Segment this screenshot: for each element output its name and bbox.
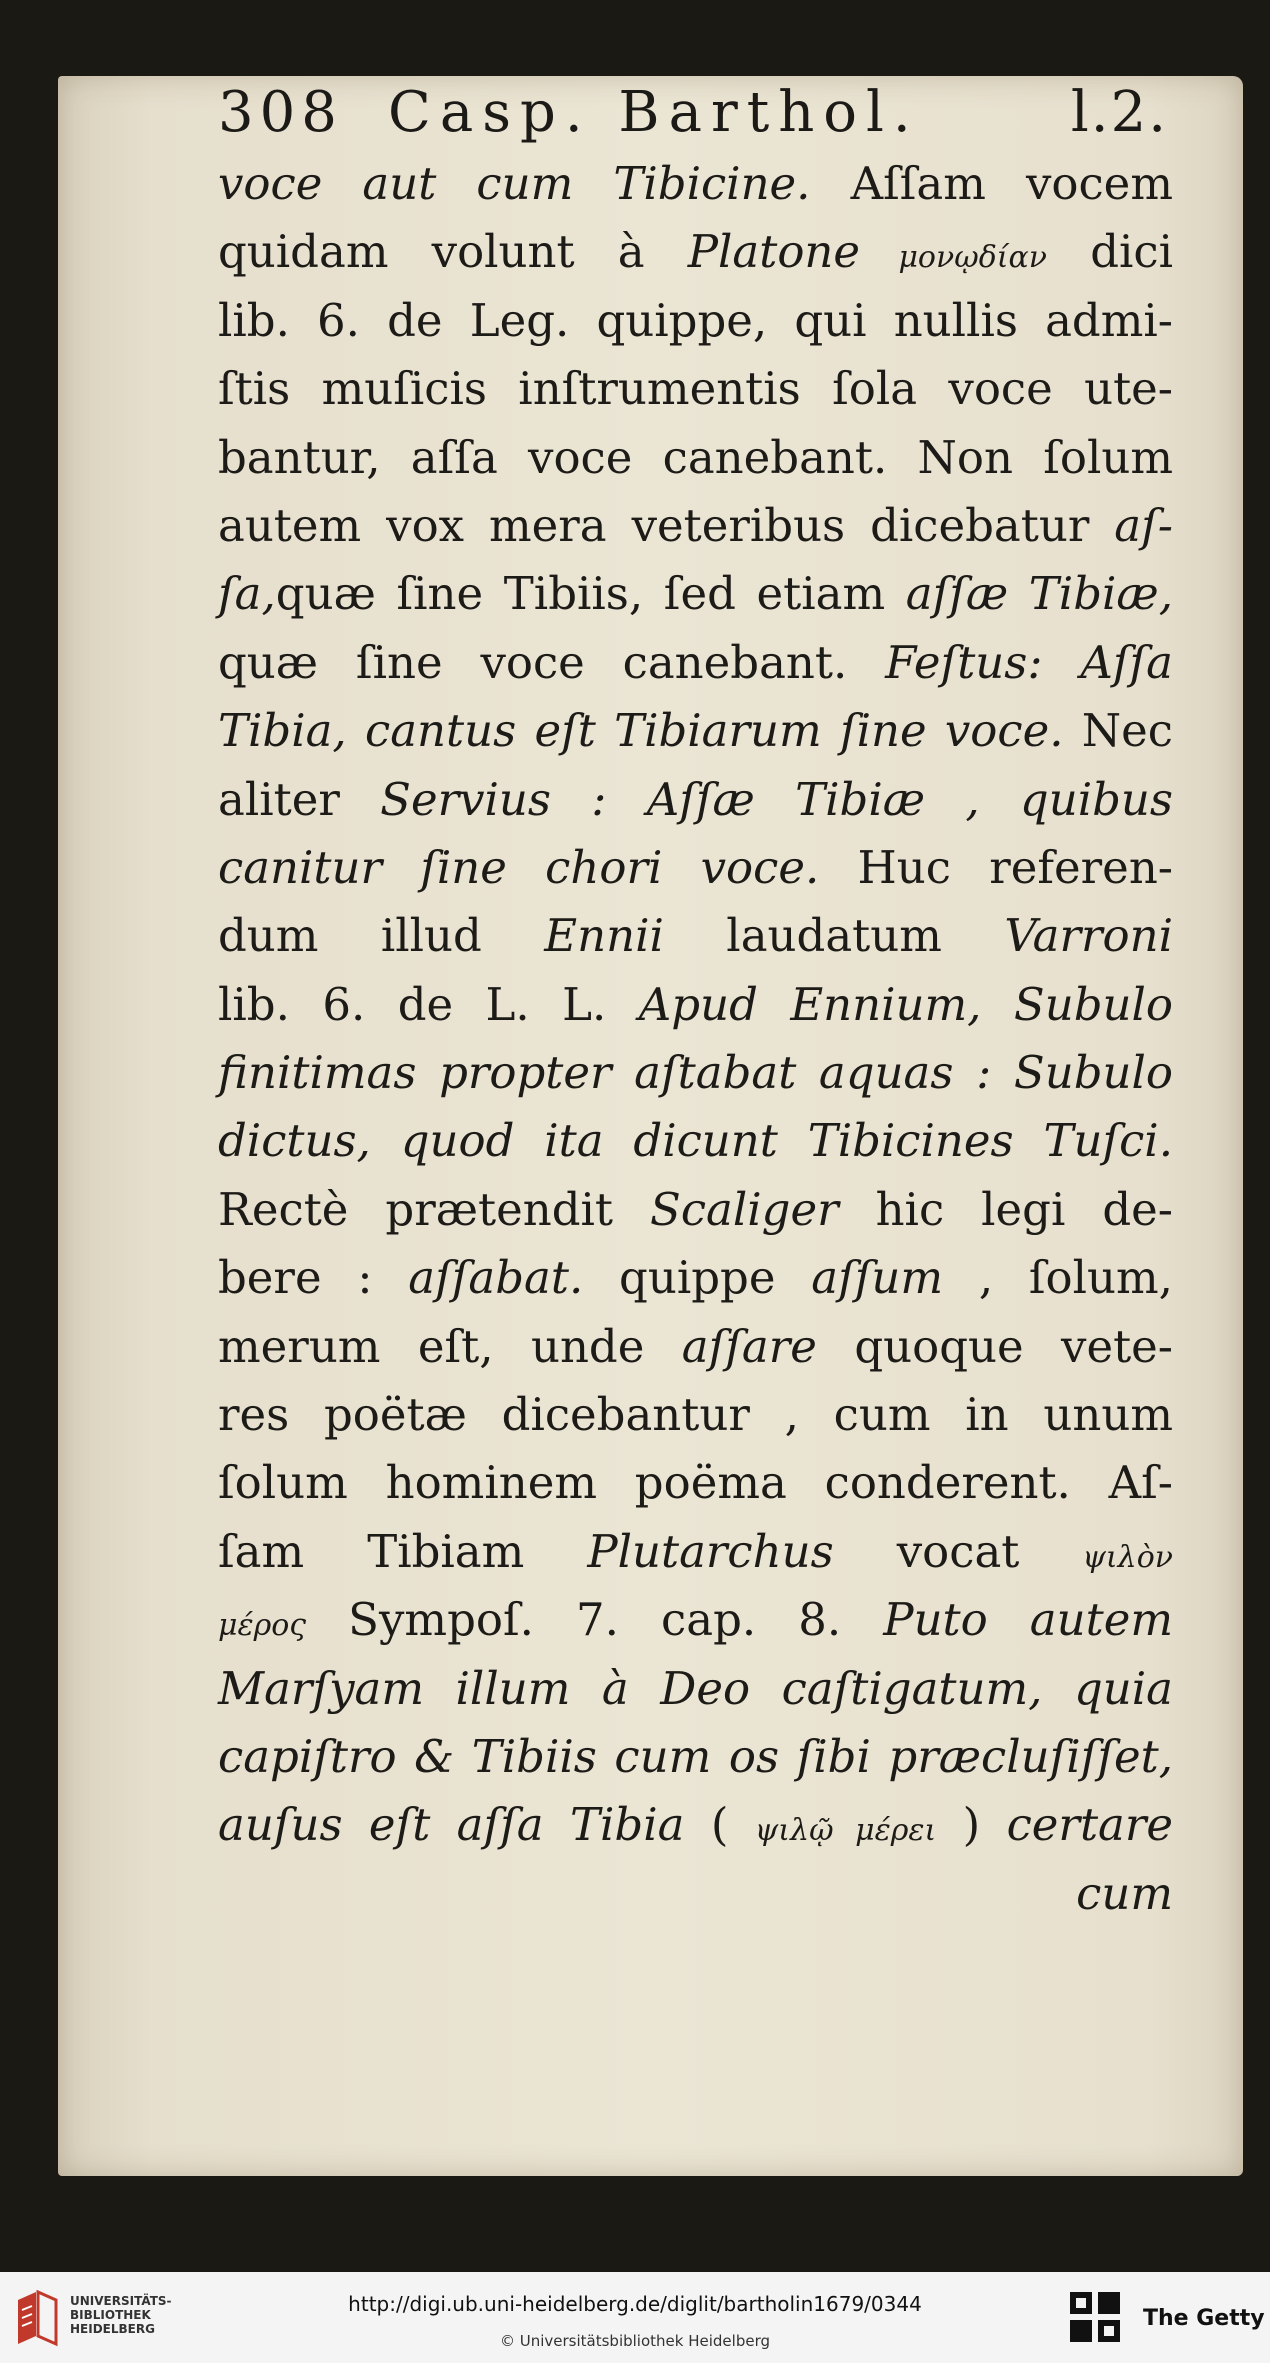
italic-text: finitimas propter aſtabat aquas : Subulo bbox=[218, 1046, 1173, 1100]
roman-text: dici bbox=[1047, 225, 1173, 279]
italic-text: Scaliger bbox=[650, 1182, 839, 1236]
greek-text: ψιλῷ μέρει bbox=[754, 1813, 937, 1849]
text-line bbox=[218, 492, 1173, 560]
text-line bbox=[218, 766, 1173, 834]
text-line bbox=[218, 560, 1173, 628]
italic-text: aſſum bbox=[811, 1251, 944, 1305]
roman-text: res poëtæ dicebantur , cum in unum bbox=[218, 1388, 1173, 1442]
italic-text: Tibia, cantus eſt Tibiarum ſine voce. bbox=[218, 704, 1064, 758]
italic-text: auſus eſt aſſa Tibia bbox=[218, 1798, 685, 1852]
running-header bbox=[218, 80, 1168, 160]
text-line bbox=[218, 834, 1173, 902]
text-line bbox=[218, 902, 1173, 970]
roman-text: quæ ſine voce canebant. bbox=[218, 635, 886, 689]
italic-text: aſſæ Tibiæ, bbox=[905, 567, 1173, 621]
roman-text: bantur, aſſa voce canebant. Non ſolum bbox=[218, 430, 1173, 484]
italic-text: aſſabat. bbox=[408, 1251, 584, 1305]
text-line bbox=[218, 1518, 1173, 1586]
text-line bbox=[218, 1791, 1173, 1859]
roman-text: lib. 6. de L. L. bbox=[218, 977, 639, 1031]
roman-text: Rectè prætendit bbox=[218, 1182, 650, 1236]
roman-text: merum eſt, unde bbox=[218, 1319, 682, 1373]
text-line bbox=[218, 1449, 1173, 1517]
running-title: Casp. Barthol. bbox=[388, 80, 920, 145]
italic-text: canitur ſine chori voce. bbox=[218, 840, 820, 894]
text-line bbox=[218, 697, 1173, 765]
italic-text: ſa, bbox=[218, 567, 276, 621]
text-line bbox=[218, 287, 1173, 355]
italic-text: Marſyam illum à Deo caſtigatum, quia bbox=[218, 1661, 1173, 1715]
roman-text: Huc referen- bbox=[819, 840, 1173, 894]
roman-text: Sympoſ. 7. cap. 8. bbox=[306, 1593, 884, 1647]
text-line bbox=[218, 1107, 1173, 1175]
roman-text: ſolum hominem poëma conderent. Aſ- bbox=[218, 1456, 1173, 1510]
greek-text: μονῳδίαν bbox=[860, 240, 1048, 276]
text-line bbox=[218, 1381, 1173, 1449]
italic-text: certare bbox=[1006, 1798, 1173, 1852]
roman-text: hic legi de- bbox=[838, 1182, 1173, 1236]
roman-text: quippe bbox=[583, 1251, 812, 1305]
roman-text: autem vox mera veteribus dicebatur bbox=[218, 498, 1115, 552]
text-line bbox=[218, 1176, 1173, 1244]
text-line bbox=[218, 1244, 1173, 1312]
italic-text: aſ- bbox=[1114, 498, 1173, 552]
italic-text: Puto autem bbox=[883, 1593, 1174, 1647]
text-line bbox=[218, 355, 1173, 423]
roman-text: aliter bbox=[218, 772, 381, 826]
getty-label: The Getty bbox=[1143, 2306, 1265, 2331]
roman-text: Nec bbox=[1063, 704, 1173, 758]
italic-text: capiſtro & Tibiis cum os ſibi præcluſiſſet, bbox=[218, 1729, 1173, 1783]
text-line bbox=[218, 971, 1173, 1039]
main-text-block bbox=[218, 150, 1173, 1928]
italic-text: voce aut cum Tibicine. bbox=[218, 157, 811, 210]
copyright-notice: © Universitätsbibliothek Heidelberg bbox=[499, 2332, 770, 2350]
roman-text: bere : bbox=[218, 1251, 409, 1305]
italic-text: Ennii bbox=[544, 909, 664, 963]
italic-text: Plutarchus bbox=[587, 1524, 834, 1578]
greek-text: ψιλὸν bbox=[1082, 1539, 1173, 1575]
text-line bbox=[218, 1860, 1173, 1928]
italic-text: Servius : Aſſæ Tibiæ , quibus bbox=[380, 772, 1173, 826]
roman-text: lib. 6. de Leg. quippe, qui nullis admi- bbox=[218, 293, 1173, 347]
text-line bbox=[218, 1313, 1173, 1381]
italic-text: Platone bbox=[687, 225, 861, 279]
section-marker: l.2. bbox=[1070, 80, 1168, 145]
roman-text: Aſſam vocem bbox=[810, 157, 1173, 210]
library-name: UNIVERSITÄTS- BIBLIOTHEK HEIDELBERG bbox=[70, 2294, 172, 2336]
roman-text: ) bbox=[936, 1798, 1007, 1852]
roman-text: quidam volunt à bbox=[218, 225, 688, 279]
text-line bbox=[218, 629, 1173, 697]
roman-text: ſtis muſicis inſtrumentis ſola voce ute- bbox=[218, 362, 1173, 416]
roman-text: ſam Tibiam bbox=[218, 1524, 588, 1578]
roman-text: quoque vete- bbox=[816, 1319, 1173, 1373]
italic-text: dictus, quod ita dicunt Tibicines Tuſci. bbox=[218, 1114, 1173, 1168]
greek-text: μέρος bbox=[218, 1608, 307, 1644]
roman-text: vocat bbox=[833, 1524, 1083, 1578]
italic-text: Varroni bbox=[1004, 909, 1173, 963]
page-number: 308 bbox=[218, 80, 343, 145]
italic-text: cum bbox=[1076, 1866, 1173, 1920]
roman-text: laudatum bbox=[663, 909, 1005, 963]
italic-text: Apud Ennium, Subulo bbox=[638, 977, 1173, 1031]
text-line bbox=[218, 1039, 1173, 1107]
viewer-footer bbox=[0, 2272, 1270, 2363]
text-line bbox=[218, 1586, 1173, 1654]
getty-logo-icon bbox=[1068, 2290, 1122, 2344]
roman-text: ( bbox=[684, 1798, 755, 1852]
italic-text: Feſtus: Aſſa bbox=[885, 635, 1173, 689]
roman-text: , ſolum, bbox=[943, 1251, 1173, 1305]
roman-text: quæ ſine Tibiis, ſed etiam bbox=[275, 567, 906, 621]
text-line bbox=[218, 424, 1173, 492]
text-line bbox=[218, 150, 1173, 218]
text-line bbox=[218, 1723, 1173, 1791]
text-line bbox=[218, 1655, 1173, 1723]
permalink-url[interactable]: http://digi.ub.uni-heidelberg.de/diglit/bartholin1679/0344 bbox=[348, 2292, 922, 2316]
italic-text: aſſare bbox=[681, 1319, 817, 1373]
roman-text: dum illud bbox=[218, 909, 545, 963]
text-line bbox=[218, 218, 1173, 286]
